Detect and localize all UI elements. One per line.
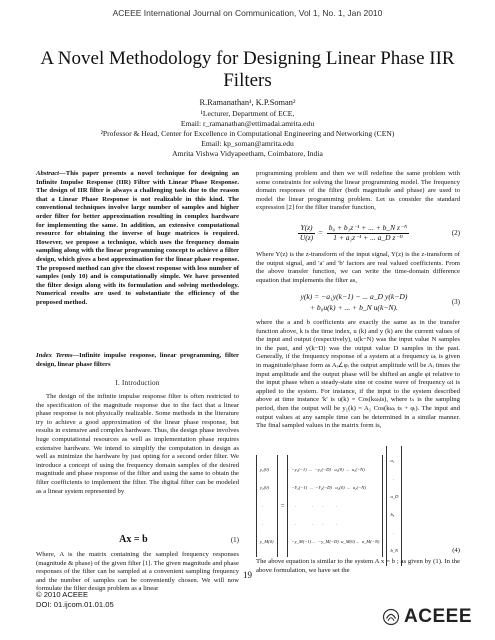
- equation-2-rhs: [327, 224, 410, 242]
- equation-2-lhs-numerator: Y(z): [300, 222, 313, 232]
- equation-2-number: (2): [451, 228, 460, 237]
- matrix-row: . . . .: [291, 521, 338, 526]
- matrix-a: [287, 455, 383, 557]
- aceee-logo-text: ACEEE: [404, 606, 472, 627]
- matrix-entry: y₁(0): [260, 467, 269, 472]
- matrix-entry: .: [260, 521, 264, 526]
- equation-3-line-1: y(k) = −a₁y(k−1) − ... a_D y(k−D): [300, 292, 408, 301]
- equation-1: [36, 536, 239, 545]
- right-paragraph-2: Where Y(z) is the z-transform of the input signal, Y(z) is the z-transform of the output signal, and 'a' and 'b' factors are real valued coefficients. From the above transfer function, we can write the time-domain difference equation that implements the filter as,: [256, 251, 460, 284]
- matrix-row: −y₁(−1) ... −y₁(−D) u₁(0) ... u₁(−N): [291, 467, 365, 472]
- affiliation-1: ¹Lecturer, Department of ECE,: [200, 109, 295, 118]
- page-number: 19: [243, 570, 252, 580]
- abstract-text: —This paper presents a novel technique for designing an Infinite Impulse Response (IIR) Filter with Linear Phase Response. The design of IIR filter is always a challenging task due to the reason that a Linear Phase Response is not realizable in this kind. The conventional techniques involve large number of samples and higher order filter for better approximation resulting in complex hardware for implementing the same. In addition, an extensive computational resource for obtaining the inverse of huge matrices is required. However, we propose a technique, which uses the frequency domain sampling along with the linear programming concept to achieve a filter design, which gives a best approximation for the linear phase response. The proposed method can give the closest response with less number of samples (only 10) and is computationally simple. We have presented the filter design along with its formulation and solving methodology. Numerical results are used to substantiate the efficiency of the proposed method.: [36, 170, 239, 306]
- right-paragraph-3: where the a and b coefficients are exactly the same as in the transfer function above, k is the time index, u (k) and y (k) are the current values of the input and output (respectively), u(k−N) was the input value N samples in the past, and y(k−D) was the output value D samples in the past. Generally, if the frequency response of a system at a frequency ωᵢ is given in magnitude/phase form as Aᵢ∠φᵢ the output amplitude will be Aᵢ times the input amplitude and the output phase will be shifted an angle φi relative to the input phase when a steady-state sine or cosine wave of frequency ωi is applied to the system. For instance, if the input to the system described above at time instance 'k' is u(k) = Cos(kωᵢts), where tₛ is the sampling period, then the output will be y₁(k) = A₁ Cos(kωᵢ ts + φᵢ). The input and output values at any sample time can be determined in a similar manner. The final sampled values in the matrix form is,: [256, 319, 460, 430]
- equation-2-lhs-denominator: U(z): [299, 232, 314, 242]
- matrix-entry: .: [390, 476, 394, 481]
- equals-sign: =: [318, 227, 323, 237]
- index-terms: [36, 352, 239, 369]
- institution: Amrita Vishwa Vidyapeetham, Coimbatore, India: [172, 149, 323, 158]
- index-terms-label: Index Terms: [36, 352, 73, 359]
- equation-3: [256, 290, 460, 314]
- matrix-entry: b_N: [390, 548, 399, 553]
- matrix-lhs-vector: [256, 455, 278, 557]
- matrix-equation: [256, 458, 460, 553]
- abstract-label: Abstract: [36, 170, 60, 177]
- equation-2-rhs-numerator: b₀ + b₁z⁻¹ + ... + b_N z⁻ᴺ: [328, 222, 408, 232]
- aceee-logo: [382, 604, 472, 630]
- index-terms-text: —Infinite impulse response, linear programming, filter design, linear phase filters: [36, 352, 239, 368]
- matrix-entry: .: [390, 530, 394, 535]
- matrix-entry: y_M(0): [260, 539, 274, 544]
- matrix-row: −Y₂(−1) ... −Y₂(−D) u₂(0) ... u₂(−N): [291, 485, 366, 490]
- intro-paragraph-2: Where, A is the matrix containing the sampled frequency responses (magnitude & phase) of the given filter [1]. The given magnitude and phase responses of the filter can be sampled at a convenient sampling frequency and the number of samples can be conveniently chosen. We will now formulate the filter design problem as a linear: [36, 551, 239, 593]
- equation-2-lhs: [298, 224, 314, 242]
- section-heading-introduction: I. Introduction: [115, 380, 160, 387]
- equation-2: [256, 220, 460, 246]
- matrix-entry: b₀: [390, 512, 395, 517]
- equation-3-number: (3): [451, 297, 460, 306]
- right-paragraph-4: The above equation is similar to the system A x = b ; as given by (1). In the above formulation, we have set the: [256, 558, 460, 574]
- paper-title: A Novel Methodology for Designing Linear Phase IIR Filters: [40, 48, 455, 91]
- right-paragraph-1: programming problem and then we will redefine the same problem with some constraints for solving the linear programming model. The frequency domain responses of the filter (both magnitude and phase) are used to model the linear programming problem. Let us consider the standard expression [2] for the filter transfer function,: [256, 170, 460, 212]
- email-1: Email: r_ramanathan@ettimadai.amrita.edu: [180, 119, 315, 128]
- equation-3-body: [256, 291, 452, 313]
- footer-info: [36, 590, 114, 610]
- authors: R.Ramanathan¹, K.P.Soman²: [199, 98, 296, 107]
- equation-4-number: (4): [452, 547, 460, 554]
- equation-3-line-2: + b₀u(k) + ... + b_N u(k−N).: [309, 303, 398, 312]
- running-head: ACEEE International Journal on Communication, Vol 1, No. 1, Jan 2010: [112, 8, 383, 18]
- intro-paragraph-1: The design of the infinite impulse response filter is often restricted to the specification of the magnitude response due to the fact that a linear phase response is not physically realizable. Some methods in the literature try to achieve a good approximation of the linear phase response, but results in extensive and complex hardware. Thus, the design phase involves huge computational resources as well as implementation phase requires extensive hardware. We intend to simplify the computation in design as well as minimize the hardware by just opting for a second order filter. We introduce a concept of using the frequency domain samples of the desired magnitude and phase response of the filter and using the same to obtain the filter coefficients to implement the filter. The digital filter can be modeled as a linear system represented by: [36, 393, 239, 495]
- affiliation-2: ²Professor & Head, Center for Excellence in Computational Engineering and Networking (CEN): [100, 129, 395, 138]
- matrix-equals-sign: =: [280, 502, 285, 510]
- email-2: Email: kp_soman@amrita.edu: [201, 139, 294, 148]
- copyright: © 2010 ACEEE: [36, 590, 89, 599]
- equation-2-body: [256, 224, 452, 242]
- equation-1-number: (1): [230, 536, 239, 544]
- abstract: [36, 170, 239, 308]
- matrix-entry: a₁: [390, 458, 395, 463]
- aceee-logo-icon: [382, 605, 400, 629]
- matrix-entry: y₂(0): [260, 485, 269, 490]
- matrix-row: −y_M(−1) ... −y_M(−D) u_M(0) ... u_M(−N): [291, 539, 380, 544]
- matrix-entry: .: [260, 503, 264, 508]
- matrix-row: . . . .: [291, 503, 338, 508]
- equation-1-body: Ax = b: [119, 534, 148, 545]
- matrix-entry: a_D: [390, 494, 399, 499]
- doi: DOI: 01.ijcom.01.01.05: [36, 600, 114, 609]
- equation-2-rhs-denominator: 1 + a₁z⁻¹ + ... a_D z⁻ᴰ: [333, 232, 403, 242]
